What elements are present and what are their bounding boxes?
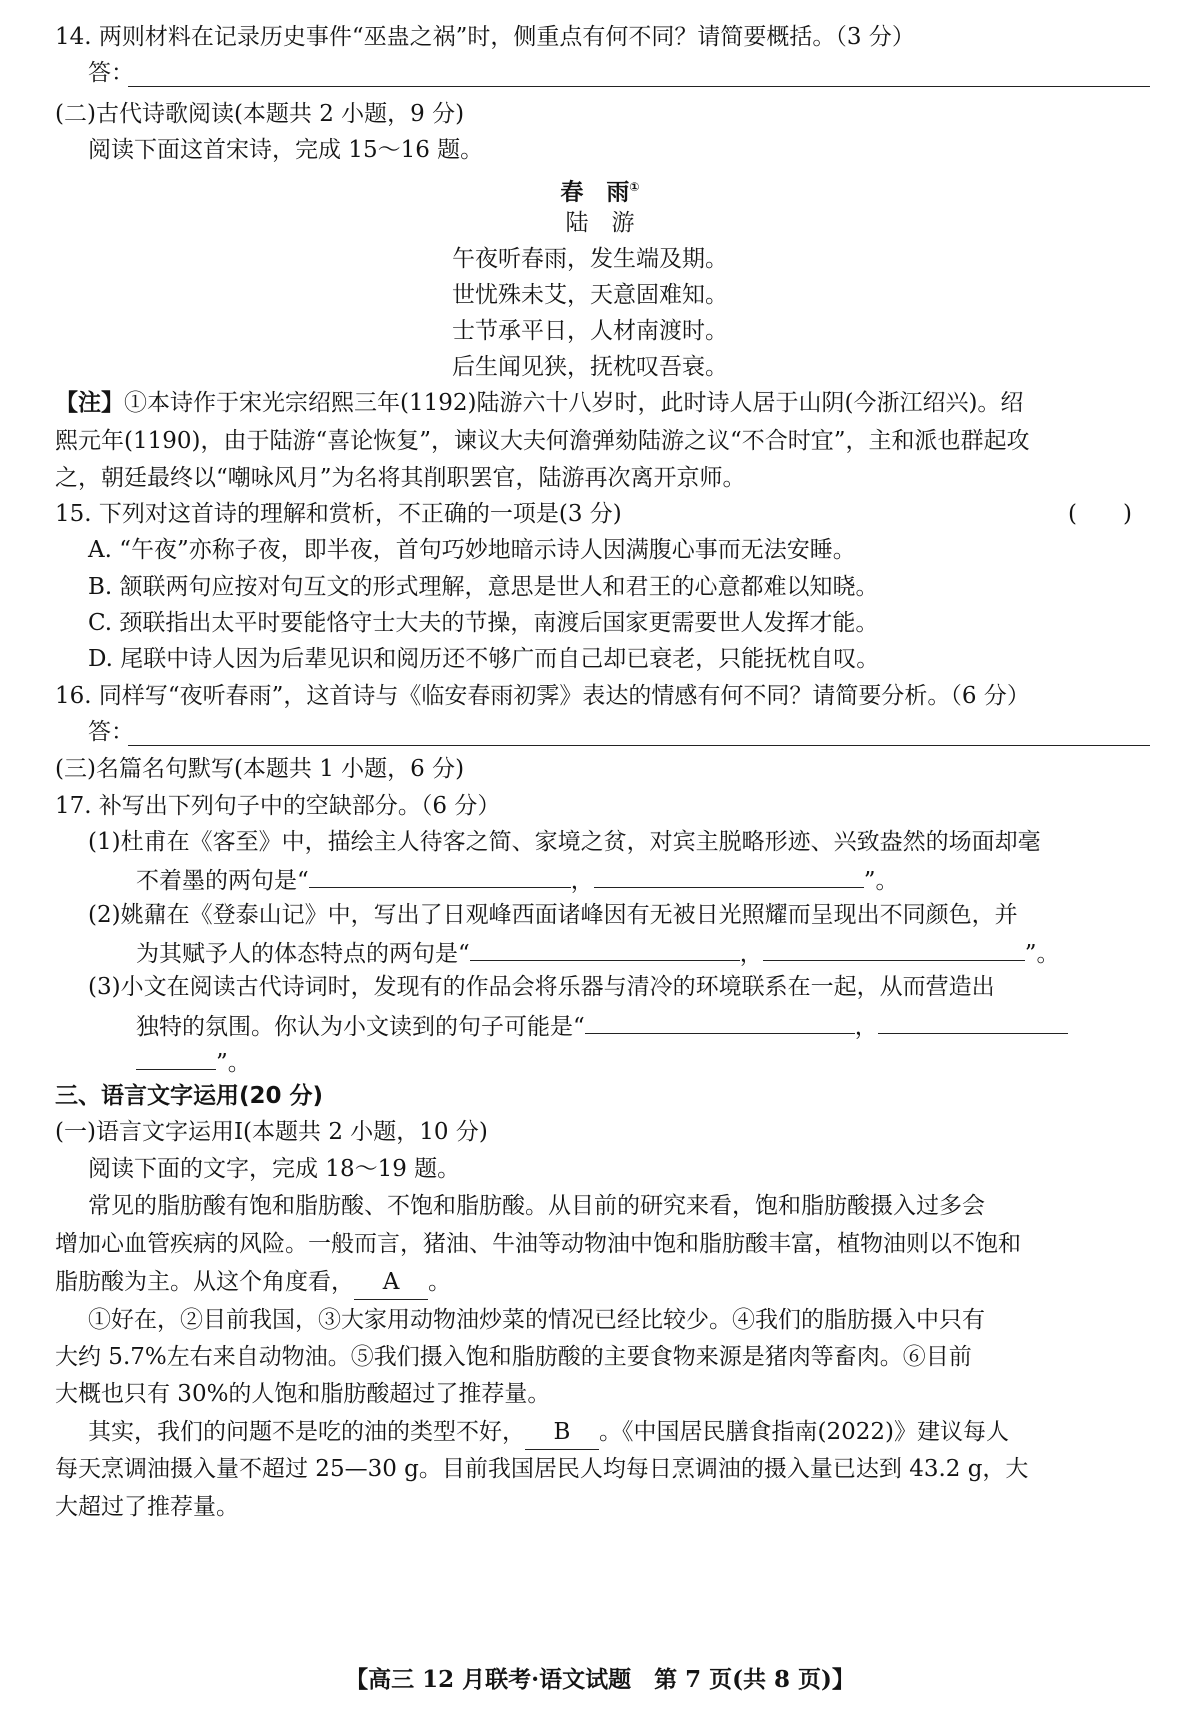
q17-p1-blank-2[interactable]: [594, 861, 864, 888]
passage-p3-line2: 每天烹调油摄入量不超过 25—30 g。目前我国居民人均每日烹调油的摄入量已达到 43.2 g，大: [55, 1456, 1029, 1482]
poem-title: 春 雨①: [560, 179, 640, 206]
q15-question: 15. 下列对这首诗的理解和赏析，不正确的一项是(3 分): [55, 501, 622, 527]
q17-p1-line1: (1)杜甫在《客至》中，描绘主人待客之简、家境之贫，对宾主脱略形迹、兴致盎然的场面却毫: [88, 829, 1041, 855]
poem-line: 士节承平日，人材南渡时。: [452, 318, 728, 344]
q17-p2-blank-1[interactable]: [470, 934, 740, 961]
passage-p1-line1: 常见的脂肪酸有饱和脂肪酸、不饱和脂肪酸。从目前的研究来看，饱和脂肪酸摄入过多会: [88, 1193, 985, 1219]
passage-p1-line2: 增加心血管疾病的风险。一般而言，猪油、牛油等动物油中饱和脂肪酸丰富，植物油则以不饱和: [55, 1231, 1021, 1257]
q15-answer-paren[interactable]: ( ): [1068, 501, 1132, 527]
q17-p3-line2: 独特的氛围。你认为小文读到的句子可能是“ ，: [136, 1007, 1068, 1044]
q17-p3-blank-1[interactable]: [585, 1007, 855, 1034]
q16-answer-line[interactable]: [128, 745, 1150, 746]
q14-question: 14. 两则材料在记录历史事件“巫蛊之祸”时，侧重点有何不同？请简要概括。（3 分）: [55, 24, 915, 50]
part3-intro: 阅读下面的文字，完成 18～19 题。: [88, 1156, 461, 1182]
poem-line: 后生闻见狭，抚枕叹吾衰。: [452, 354, 728, 380]
passage-p2-line1: ①好在，②目前我国，③大家用动物油炒菜的情况已经比较少。④我们的脂肪摄入中只有: [88, 1307, 985, 1333]
q17-p3-blank-2-cont[interactable]: [136, 1043, 216, 1070]
q16-answer-label: 答：: [88, 719, 134, 745]
note-line-2: 熙元年(1190)，由于陆游“喜论恢复”，谏议大夫何澹弹劾陆游之议“不合时宜”，主和派也群起攻: [55, 428, 1030, 454]
passage-p3-line3: 大超过了推荐量。: [55, 1494, 239, 1520]
page-footer: 【高三 12 月联考·语文试题 第 7 页(共 8 页)】: [345, 1666, 855, 1693]
poem-note-mark: ①: [629, 180, 640, 194]
poem-line: 午夜听春雨，发生端及期。: [452, 246, 728, 272]
q15-option-a: A. “午夜”亦称子夜，即半夜，首句巧妙地暗示诗人因满腹心事而无法安睡。: [88, 537, 856, 563]
q15-option-d: D. 尾联中诗人因为后辈见识和阅历还不够广而自己却已衰老，只能抚枕自叹。: [88, 646, 880, 672]
part3-sub1-heading: (一)语言文字运用Ⅰ(本题共 2 小题，10 分): [55, 1119, 488, 1145]
poem-author: 陆 游: [565, 210, 635, 236]
passage-p1-line3: 脂肪酸为主。从这个角度看， A 。: [55, 1265, 451, 1300]
q17-p2-blank-2[interactable]: [763, 934, 1025, 961]
q17-p1-blank-1[interactable]: [309, 861, 571, 888]
q16-question: 16. 同样写“夜听春雨”，这首诗与《临安春雨初霁》表达的情感有何不同？请简要分析。（6 分）: [55, 683, 1030, 709]
note-line-3: 之，朝廷最终以“嘲咏风月”为名将其削职罢官，陆游再次离开京师。: [55, 465, 746, 491]
section2-heading: (二)古代诗歌阅读(本题共 2 小题，9 分): [55, 101, 465, 127]
q15-option-b: B. 颔联两句应按对句互文的形式理解，意思是世人和君王的心意都难以知晓。: [88, 574, 879, 600]
q14-answer-line[interactable]: [128, 86, 1150, 87]
poem-line: 世忧殊未艾，天意固难知。: [452, 282, 728, 308]
section2-intro: 阅读下面这首宋诗，完成 15～16 题。: [88, 137, 484, 163]
q17-p2-line1: (2)姚鼐在《登泰山记》中，写出了日观峰西面诸峰因有无被日光照耀而呈现出不同颜色，并: [88, 902, 1018, 928]
passage-p2-line2: 大约 5.7%左右来自动物油。⑤我们摄入饱和脂肪酸的主要食物来源是猪肉等畜肉。⑥目前: [55, 1344, 972, 1370]
note-label: 【注】: [55, 389, 124, 416]
q17-p3-line1: (3)小文在阅读古代诗词时，发现有的作品会将乐器与清冷的环境联系在一起，从而营造出: [88, 974, 995, 1000]
q17-p3-blank-2[interactable]: [878, 1007, 1068, 1034]
part3-heading: 三、语言文字运用(20 分): [55, 1083, 324, 1109]
q14-answer-label: 答：: [88, 60, 134, 86]
note-line-1: 【注】①本诗作于宋光宗绍熙三年(1192)陆游六十八岁时，此时诗人居于山阴(今浙江绍兴)。绍: [55, 389, 1024, 416]
passage-p2-line3: 大概也只有 30%的人饱和脂肪酸超过了推荐量。: [55, 1381, 551, 1407]
q17-p1-line2: 不着墨的两句是“ ， ”。: [136, 861, 899, 898]
q15-option-c: C. 颈联指出太平时要能恪守士大夫的节操，南渡后国家更需要世人发挥才能。: [88, 610, 879, 636]
passage-p3-line1: 其实，我们的问题不是吃的油的类型不好， B 。《中国居民膳食指南(2022)》建议每人: [88, 1415, 1009, 1450]
blank-b[interactable]: B: [525, 1415, 599, 1450]
section3-heading: (三)名篇名句默写(本题共 1 小题，6 分): [55, 756, 465, 782]
q17-question: 17. 补写出下列句子中的空缺部分。（6 分）: [55, 793, 501, 819]
q17-p3-line3: ”。: [136, 1043, 251, 1080]
q17-p2-line2: 为其赋予人的体态特点的两句是“ ， ”。: [136, 934, 1060, 971]
blank-a[interactable]: A: [354, 1265, 428, 1300]
